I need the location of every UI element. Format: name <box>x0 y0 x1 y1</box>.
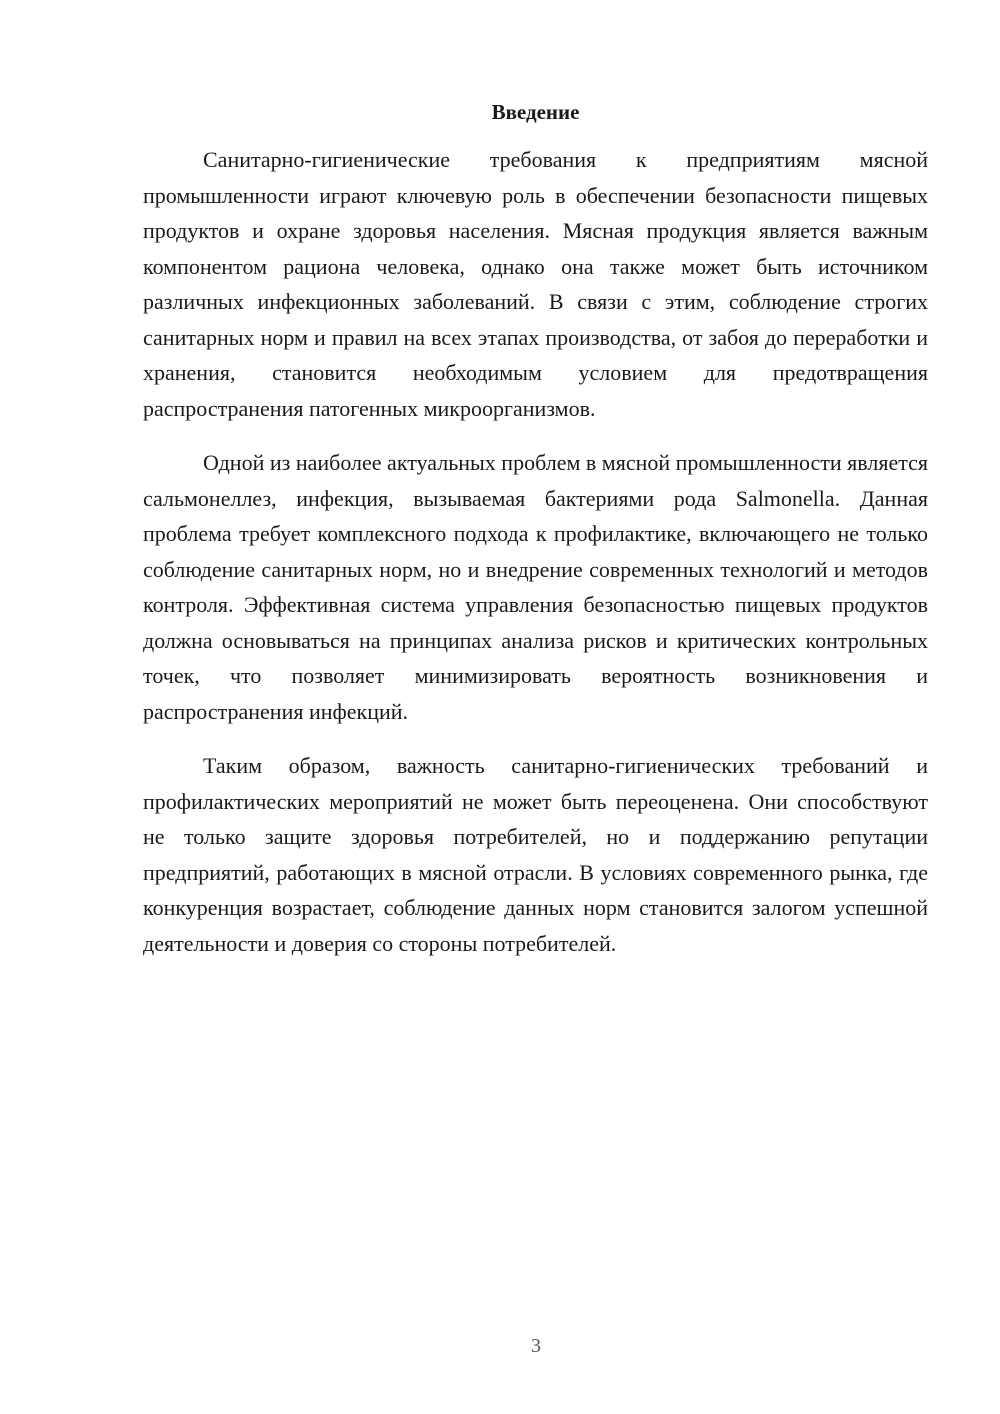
paragraph-1: Санитарно-гигиенические требования к предприятиям мясной промышленности играют ключевую роль в обеспечении безопасности пищевых продуктов и охране здоровья населения. Мясная продукция является важным компонентом рациона человека, однако она также может быть источником различных инфекционных заболеваний. В связи с этим, соблюдение строгих санитарных норм и правил на всех этапах производства, от забоя до переработки и хранения, становится необходимым условием для предотвращения распространения патогенных микроорганизмов. <box>143 147 928 421</box>
section-heading: Введение <box>491 100 580 124</box>
paragraph-2: Одной из наиболее актуальных проблем в мясной промышленности является сальмонеллез, инфекция, вызываемая бактериями рода Salmonella. Данная проблема требует комплексного подхода к профилактике, включающего не только соблюдение санитарных норм, но и внедрение современных технологий и методов контроля. Эффективная система управления безопасностью пищевых продуктов должна основываться на принципах анализа рисков и критических контрольных точек, что позволяет минимизировать вероятность возникновения и распространения инфекций. <box>143 450 928 724</box>
body-text <box>143 142 928 980</box>
paragraph-3: Таким образом, важность санитарно-гигиенических требований и профилактических мероприятий не может быть переоценена. Они способствуют не только защите здоровья потребителей, но и поддержанию репутации предприятий, работающих в мясной отрасли. В условиях современного рынка, где конкуренция возрастает, соблюдение данных норм становится залогом успешной деятельности и доверия со стороны потребителей. <box>143 753 928 956</box>
page-number: 3 <box>531 1335 541 1357</box>
